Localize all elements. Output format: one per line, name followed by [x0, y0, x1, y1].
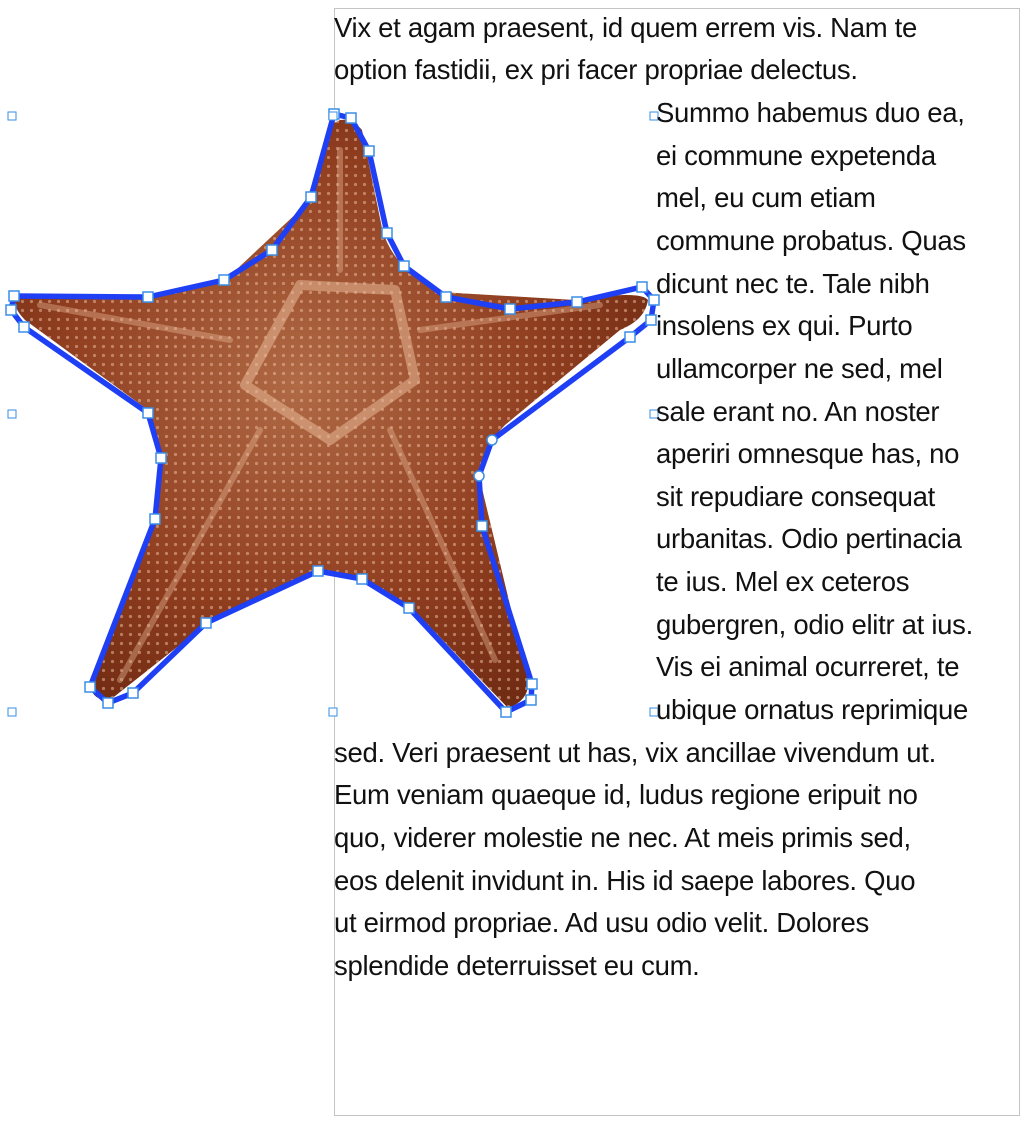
- wrap-curve-handle[interactable]: [487, 435, 497, 445]
- selection-resize-handle[interactable]: [329, 708, 337, 716]
- wrap-curve-handle[interactable]: [474, 471, 484, 481]
- wrap-point-handle[interactable]: [156, 453, 166, 463]
- text-line: splendide deterruisset eu cum.: [334, 950, 700, 981]
- text-line: urbanitas. Odio pertinacia: [656, 523, 962, 554]
- wrap-point-handle[interactable]: [128, 688, 138, 698]
- wrap-point-handle[interactable]: [646, 315, 656, 325]
- text-line: Summo habemus duo ea,: [656, 97, 965, 128]
- wrap-point-handle[interactable]: [404, 603, 414, 613]
- wrap-point-handle[interactable]: [9, 291, 19, 301]
- selection-resize-handle[interactable]: [8, 410, 16, 418]
- wrap-point-handle[interactable]: [572, 297, 582, 307]
- wrap-point-handle[interactable]: [477, 521, 487, 531]
- selection-resize-handle[interactable]: [8, 112, 16, 120]
- text-line: option fastidii, ex pri facer propriae delectus.: [334, 54, 858, 85]
- text-line: Vix et agam praesent, id quem errem vis. Nam te: [334, 12, 918, 43]
- wrap-point-handle[interactable]: [143, 292, 153, 302]
- text-line: aperiri omnesque has, no: [656, 438, 960, 469]
- wrap-point-handle[interactable]: [364, 146, 374, 156]
- wrap-point-handle[interactable]: [267, 245, 277, 255]
- text-line: sale erant no. An noster: [656, 396, 940, 427]
- wrap-point-handle[interactable]: [6, 305, 16, 315]
- wrap-point-handle[interactable]: [526, 695, 536, 705]
- text-line: ullamcorper ne sed, mel: [656, 353, 943, 384]
- wrap-point-handle[interactable]: [357, 574, 367, 584]
- text-line: quo, viderer molestie ne nec. At meis primis sed,: [334, 822, 911, 853]
- wrap-point-handle[interactable]: [382, 228, 392, 238]
- text-line: Vis ei animal ocurreret, te: [656, 651, 960, 682]
- wrap-point-handle[interactable]: [85, 682, 95, 692]
- text-line: te ius. Mel ex ceteros: [656, 566, 910, 597]
- wrap-point-handle[interactable]: [103, 698, 113, 708]
- selection-resize-handle[interactable]: [8, 708, 16, 716]
- text-line: mel, eu cum etiam: [656, 182, 876, 213]
- text-line: Eum veniam quaeque id, ludus regione eripuit no: [334, 779, 918, 810]
- wrap-point-handle[interactable]: [143, 408, 153, 418]
- wrap-point-handle[interactable]: [527, 679, 537, 689]
- text-line: gubergren, odio elitr at ius.: [656, 609, 973, 640]
- text-line: insolens ex qui. Purto: [656, 310, 913, 341]
- wrap-point-handle[interactable]: [201, 618, 211, 628]
- selection-resize-handle[interactable]: [329, 112, 337, 120]
- wrap-point-handle[interactable]: [306, 192, 316, 202]
- wrap-point-handle[interactable]: [441, 292, 451, 302]
- wrap-point-handle[interactable]: [505, 304, 515, 314]
- wrap-point-handle[interactable]: [313, 566, 323, 576]
- text-line: ei commune expetenda: [656, 140, 936, 171]
- wrap-point-handle[interactable]: [219, 275, 229, 285]
- wrap-point-handle[interactable]: [346, 113, 356, 123]
- wrap-point-handle[interactable]: [399, 261, 409, 271]
- wrap-point-handle[interactable]: [501, 707, 511, 717]
- text-line: ut eirmod propriae. Ad usu odio velit. Dolores: [334, 907, 869, 938]
- starfish-image[interactable]: [15, 120, 648, 708]
- wrap-point-handle[interactable]: [637, 282, 647, 292]
- starfish-texture: [15, 120, 648, 708]
- text-line: ubique ornatus reprimique: [656, 694, 968, 725]
- text-line: sed. Veri praesent ut has, vix ancillae vivendum ut.: [334, 737, 936, 768]
- wrap-point-handle[interactable]: [150, 514, 160, 524]
- text-line: eos delenit invidunt in. His id saepe labores. Quo: [334, 865, 916, 896]
- text-line: sit repudiare consequat: [656, 481, 935, 512]
- wrap-point-handle[interactable]: [625, 332, 635, 342]
- text-line: commune probatus. Quas: [656, 225, 966, 256]
- text-line: dicunt nec te. Tale nibh: [656, 268, 930, 299]
- wrap-point-handle[interactable]: [19, 322, 29, 332]
